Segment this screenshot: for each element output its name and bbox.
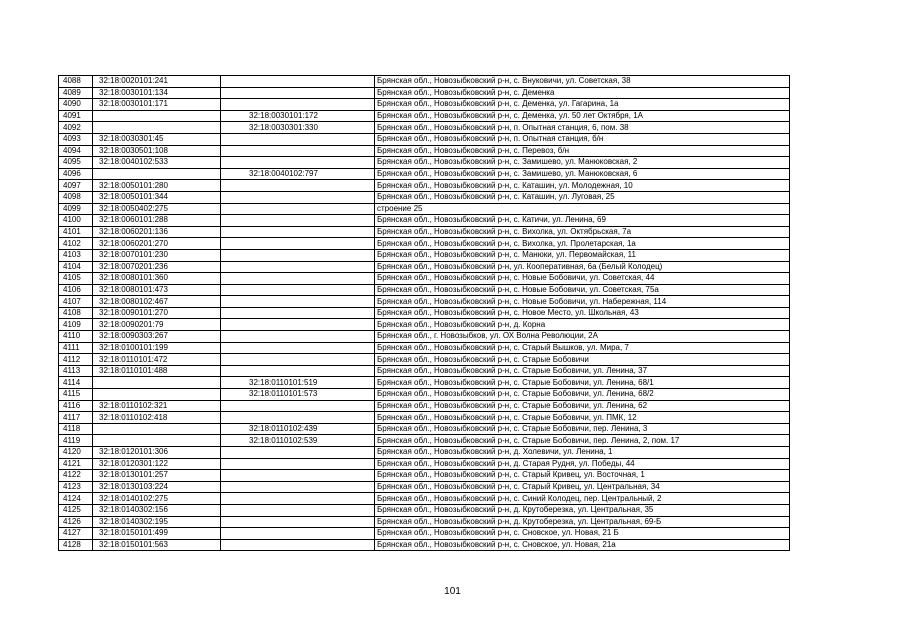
row-number-cell: 4096 xyxy=(59,168,93,180)
cadastral-number-alt-cell xyxy=(221,145,375,157)
cadastral-number-cell: 32:18:0080102:467 xyxy=(93,296,221,308)
cadastral-number-alt-cell xyxy=(221,133,375,145)
row-number-cell: 4088 xyxy=(59,76,93,88)
cadastral-number-alt-cell xyxy=(221,261,375,273)
cadastral-number-alt-cell xyxy=(221,400,375,412)
row-number-cell: 4112 xyxy=(59,354,93,366)
address-cell: Брянская обл., Новозыбковский р-н, с. Новые Бобовичи, ул. Советская, 75а xyxy=(375,284,790,296)
table-row xyxy=(59,307,790,319)
row-number-cell: 4099 xyxy=(59,203,93,215)
row-number-cell: 4107 xyxy=(59,296,93,308)
cadastral-number-alt-cell xyxy=(221,481,375,493)
cadastral-number-cell: 32:18:0110102:418 xyxy=(93,412,221,424)
cadastral-number-cell: 32:18:0150101:499 xyxy=(93,528,221,540)
cadastral-number-alt-cell xyxy=(221,493,375,505)
table-row xyxy=(59,226,790,238)
table-row xyxy=(59,157,790,169)
cadastral-number-cell: 32:18:0050101:344 xyxy=(93,191,221,203)
cadastral-number-alt-cell xyxy=(221,249,375,261)
table-row xyxy=(59,389,790,401)
table-row xyxy=(59,423,790,435)
address-cell: Брянская обл., Новозыбковский р-н, д. Крутоберезка, ул. Центральная, 35 xyxy=(375,504,790,516)
row-number-cell: 4103 xyxy=(59,249,93,261)
cadastral-number-cell: 32:18:0070101:230 xyxy=(93,249,221,261)
address-cell: Брянская обл., Новозыбковский р-н, с. Старый Вышков, ул. Мира, 7 xyxy=(375,342,790,354)
address-cell: Брянская обл., Новозыбковский р-н, с. Катичи, ул. Ленина, 69 xyxy=(375,215,790,227)
row-number-cell: 4128 xyxy=(59,539,93,551)
cadastral-number-cell: 32:18:0110101:472 xyxy=(93,354,221,366)
page-number: 101 xyxy=(444,586,461,597)
address-cell: Брянская обл., Новозыбковский р-н, с. Старые Бобовичи, ул. ПМК, 12 xyxy=(375,412,790,424)
cadastral-number-cell: 32:18:0080101:360 xyxy=(93,273,221,285)
cadastral-number-alt-cell: 32:18:0110101:519 xyxy=(221,377,375,389)
registry-table-body xyxy=(59,76,790,551)
row-number-cell: 4105 xyxy=(59,273,93,285)
address-cell: Брянская обл., Новозыбковский р-н, с. Старые Бобовичи, пер. Ленина, 3 xyxy=(375,423,790,435)
address-cell: Брянская обл., Новозыбковский р-н, с. Старые Бобовичи, ул. Ленина, 37 xyxy=(375,365,790,377)
cadastral-number-cell xyxy=(93,110,221,122)
address-cell: Брянская обл., Новозыбковский р-н, с. Вихолка, ул. Пролетарская, 1а xyxy=(375,238,790,250)
table-row xyxy=(59,354,790,366)
cadastral-number-alt-cell xyxy=(221,447,375,459)
row-number-cell: 4117 xyxy=(59,412,93,424)
cadastral-number-cell: 32:18:0080101:473 xyxy=(93,284,221,296)
table-row xyxy=(59,145,790,157)
cadastral-number-alt-cell xyxy=(221,516,375,528)
cadastral-number-alt-cell xyxy=(221,504,375,516)
address-cell: Брянская обл., Новозыбковский р-н, с. Каташин, ул. Луговая, 25 xyxy=(375,191,790,203)
table-row xyxy=(59,273,790,285)
cadastral-number-alt-cell xyxy=(221,539,375,551)
table-row xyxy=(59,238,790,250)
cadastral-number-cell: 32:18:0130103:224 xyxy=(93,481,221,493)
row-number-cell: 4109 xyxy=(59,319,93,331)
address-cell: Брянская обл., Новозыбковский р-н, с. Замишево, ул. Манюковская, 2 xyxy=(375,157,790,169)
table-row xyxy=(59,76,790,88)
cadastral-number-cell: 32:18:0130101:257 xyxy=(93,470,221,482)
address-cell: Брянская обл., Новозыбковский р-н, п. Опытная станция, 6, пом. 38 xyxy=(375,122,790,134)
table-row xyxy=(59,481,790,493)
address-cell: Брянская обл., Новозыбковский р-н, д. Холевичи, ул. Ленина, 1 xyxy=(375,447,790,459)
cadastral-number-alt-cell xyxy=(221,412,375,424)
table-row xyxy=(59,342,790,354)
address-cell: Брянская обл., Новозыбковский р-н, с. Старый Кривец, ул. Центральная, 34 xyxy=(375,481,790,493)
row-number-cell: 4100 xyxy=(59,215,93,227)
cadastral-number-alt-cell xyxy=(221,458,375,470)
cadastral-number-cell xyxy=(93,168,221,180)
cadastral-number-alt-cell xyxy=(221,226,375,238)
cadastral-number-alt-cell: 32:18:0040102:797 xyxy=(221,168,375,180)
cadastral-number-cell: 32:18:0030101:134 xyxy=(93,87,221,99)
cadastral-number-alt-cell xyxy=(221,87,375,99)
row-number-cell: 4102 xyxy=(59,238,93,250)
cadastral-number-cell xyxy=(93,389,221,401)
table-row xyxy=(59,133,790,145)
table-row xyxy=(59,377,790,389)
row-number-cell: 4124 xyxy=(59,493,93,505)
table-row xyxy=(59,412,790,424)
row-number-cell: 4115 xyxy=(59,389,93,401)
table-row xyxy=(59,87,790,99)
address-cell: Брянская обл., Новозыбковский р-н, с. Сновское, ул. Новая, 21 Б xyxy=(375,528,790,540)
row-number-cell: 4122 xyxy=(59,470,93,482)
cadastral-number-cell: 32:18:0140302:195 xyxy=(93,516,221,528)
table-row xyxy=(59,122,790,134)
row-number-cell: 4118 xyxy=(59,423,93,435)
cadastral-number-alt-cell xyxy=(221,273,375,285)
row-number-cell: 4111 xyxy=(59,342,93,354)
row-number-cell: 4127 xyxy=(59,528,93,540)
cadastral-number-alt-cell xyxy=(221,191,375,203)
address-cell: Брянская обл., Новозыбковский р-н, с. Старые Бобовичи, ул. Ленина, 68/1 xyxy=(375,377,790,389)
address-cell: Брянская обл., Новозыбковский р-н, п. Опытная станция, б/н xyxy=(375,133,790,145)
address-cell: Брянская обл., Новозыбковский р-н, с. Новые Бобовичи, ул. Советская, 44 xyxy=(375,273,790,285)
row-number-cell: 4114 xyxy=(59,377,93,389)
row-number-cell: 4106 xyxy=(59,284,93,296)
row-number-cell: 4108 xyxy=(59,307,93,319)
row-number-cell: 4104 xyxy=(59,261,93,273)
cadastral-number-cell: 32:18:0050402:275 xyxy=(93,203,221,215)
cadastral-number-cell: 32:18:0050101:280 xyxy=(93,180,221,192)
cadastral-number-alt-cell xyxy=(221,180,375,192)
cadastral-number-cell: 32:18:0140102:275 xyxy=(93,493,221,505)
address-cell: Брянская обл., Новозыбковский р-н, с. Новые Бобовичи, ул. Набережная, 114 xyxy=(375,296,790,308)
row-number-cell: 4098 xyxy=(59,191,93,203)
cadastral-number-cell: 32:18:0110101:488 xyxy=(93,365,221,377)
table-row xyxy=(59,528,790,540)
table-row xyxy=(59,168,790,180)
row-number-cell: 4089 xyxy=(59,87,93,99)
address-cell: Брянская обл., Новозыбковский р-н, с. Старый Кривец, ул. Восточная, 1 xyxy=(375,470,790,482)
cadastral-number-cell: 32:18:0150101:563 xyxy=(93,539,221,551)
cadastral-number-cell: 32:18:0030501:108 xyxy=(93,145,221,157)
row-number-cell: 4091 xyxy=(59,110,93,122)
row-number-cell: 4090 xyxy=(59,99,93,111)
table-row xyxy=(59,319,790,331)
table-row xyxy=(59,296,790,308)
address-cell: Брянская обл., Новозыбковский р-н, с. Внуковичи, ул. Советская, 38 xyxy=(375,76,790,88)
cadastral-number-cell: 32:18:0100101:199 xyxy=(93,342,221,354)
table-row xyxy=(59,261,790,273)
address-cell: Брянская обл., Новозыбковский р-н, д. Старая Рудня, ул. Победы, 44 xyxy=(375,458,790,470)
row-number-cell: 4116 xyxy=(59,400,93,412)
cadastral-number-cell: 32:18:0060201:136 xyxy=(93,226,221,238)
cadastral-number-cell: 32:18:0060101:288 xyxy=(93,215,221,227)
address-cell: Брянская обл., Новозыбковский р-н, с. Синий Колодец, пер. Центральный, 2 xyxy=(375,493,790,505)
cadastral-number-alt-cell: 32:18:0030301:330 xyxy=(221,122,375,134)
table-row xyxy=(59,249,790,261)
table-row xyxy=(59,203,790,215)
cadastral-number-cell: 32:18:0090201:79 xyxy=(93,319,221,331)
address-cell: Брянская обл., Новозыбковский р-н, с. Вихолка, ул. Октябрьская, 7а xyxy=(375,226,790,238)
row-number-cell: 4094 xyxy=(59,145,93,157)
cadastral-number-alt-cell xyxy=(221,354,375,366)
table-row xyxy=(59,365,790,377)
row-number-cell: 4123 xyxy=(59,481,93,493)
table-row xyxy=(59,400,790,412)
table-row xyxy=(59,458,790,470)
table-row xyxy=(59,493,790,505)
row-number-cell: 4120 xyxy=(59,447,93,459)
table-row xyxy=(59,215,790,227)
address-cell: Брянская обл., Новозыбковский р-н, д. Крутоберезка, ул. Центральная, 69-Б xyxy=(375,516,790,528)
address-cell: Брянская обл., Новозыбковский р-н, с. Старые Бобовичи, пер. Ленина, 2, пом. 17 xyxy=(375,435,790,447)
cadastral-number-alt-cell xyxy=(221,215,375,227)
row-number-cell: 4113 xyxy=(59,365,93,377)
cadastral-number-cell: 32:18:0030301:45 xyxy=(93,133,221,145)
cadastral-number-alt-cell xyxy=(221,342,375,354)
address-cell: Брянская обл., Новозыбковский р-н, с. Сновское, ул. Новая, 21а xyxy=(375,539,790,551)
address-cell: Брянская обл., Новозыбковский р-н, ул. Кооперативная, 6а (Белый Колодец) xyxy=(375,261,790,273)
row-number-cell: 4126 xyxy=(59,516,93,528)
cadastral-number-cell: 32:18:0120101:306 xyxy=(93,447,221,459)
cadastral-number-cell xyxy=(93,122,221,134)
cadastral-number-cell: 32:18:0110102:321 xyxy=(93,400,221,412)
row-number-cell: 4125 xyxy=(59,504,93,516)
address-cell: Брянская обл., Новозыбковский р-н, д. Корна xyxy=(375,319,790,331)
table-row xyxy=(59,331,790,343)
cadastral-number-alt-cell xyxy=(221,470,375,482)
table-row xyxy=(59,539,790,551)
cadastral-number-alt-cell xyxy=(221,284,375,296)
registry-table xyxy=(58,75,790,551)
cadastral-number-cell: 32:18:0020101:241 xyxy=(93,76,221,88)
row-number-cell: 4121 xyxy=(59,458,93,470)
table-row xyxy=(59,284,790,296)
address-cell: Брянская обл., Новозыбковский р-н, с. Каташин, ул. Молодежная, 10 xyxy=(375,180,790,192)
address-cell: Брянская обл., Новозыбковский р-н, с. Манюки, ул. Первомайская, 11 xyxy=(375,249,790,261)
address-cell: Брянская обл., Новозыбковский р-н, с. Деменка, ул. 50 лет Октября, 1А xyxy=(375,110,790,122)
address-cell: Брянская обл., Новозыбковский р-н, с. Старые Бобовичи, ул. Ленина, 68/2 xyxy=(375,389,790,401)
cadastral-number-cell xyxy=(93,423,221,435)
table-row xyxy=(59,435,790,447)
address-cell: Брянская обл., Новозыбковский р-н, с. Замишево, ул. Манюковская, 6 xyxy=(375,168,790,180)
address-cell: Брянская обл., Новозыбковский р-н, с. Старые Бобовичи xyxy=(375,354,790,366)
cadastral-number-alt-cell: 32:18:0030101:172 xyxy=(221,110,375,122)
row-number-cell: 4092 xyxy=(59,122,93,134)
cadastral-number-alt-cell xyxy=(221,365,375,377)
table-row xyxy=(59,516,790,528)
table-row xyxy=(59,470,790,482)
cadastral-number-cell: 32:18:0060201:270 xyxy=(93,238,221,250)
table-row xyxy=(59,110,790,122)
cadastral-number-alt-cell xyxy=(221,319,375,331)
cadastral-number-cell: 32:18:0090303:267 xyxy=(93,331,221,343)
table-row xyxy=(59,99,790,111)
row-number-cell: 4097 xyxy=(59,180,93,192)
row-number-cell: 4093 xyxy=(59,133,93,145)
row-number-cell: 4119 xyxy=(59,435,93,447)
cadastral-number-alt-cell xyxy=(221,331,375,343)
address-cell: Брянская обл., Новозыбковский р-н, с. Новое Место, ул. Школьная, 43 xyxy=(375,307,790,319)
cadastral-number-cell: 32:18:0120301:122 xyxy=(93,458,221,470)
table-row xyxy=(59,180,790,192)
row-number-cell: 4110 xyxy=(59,331,93,343)
address-cell: Брянская обл., Новозыбковский р-н, с. Перевоз, б/н xyxy=(375,145,790,157)
cadastral-number-alt-cell xyxy=(221,203,375,215)
address-cell: Брянская обл., Новозыбковский р-н, с. Старые Бобовичи, ул. Ленина, 62 xyxy=(375,400,790,412)
cadastral-number-cell: 32:18:0140302:156 xyxy=(93,504,221,516)
cadastral-number-cell: 32:18:0030101:171 xyxy=(93,99,221,111)
address-cell: строение 25 xyxy=(375,203,790,215)
table-row xyxy=(59,504,790,516)
row-number-cell: 4101 xyxy=(59,226,93,238)
cadastral-number-alt-cell xyxy=(221,528,375,540)
cadastral-number-alt-cell xyxy=(221,99,375,111)
table-row xyxy=(59,191,790,203)
address-cell: Брянская обл., Новозыбковский р-н, с. Деменка xyxy=(375,87,790,99)
cadastral-number-cell: 32:18:0090101:270 xyxy=(93,307,221,319)
row-number-cell: 4095 xyxy=(59,157,93,169)
cadastral-number-cell: 32:18:0070201:236 xyxy=(93,261,221,273)
address-cell: Брянская обл., г. Новозыбков, ул. ОХ Волна Революции, 2А xyxy=(375,331,790,343)
cadastral-number-alt-cell xyxy=(221,238,375,250)
cadastral-number-cell: 32:18:0040102:533 xyxy=(93,157,221,169)
cadastral-number-alt-cell xyxy=(221,296,375,308)
cadastral-number-alt-cell xyxy=(221,76,375,88)
cadastral-number-alt-cell: 32:18:0110101:573 xyxy=(221,389,375,401)
cadastral-number-alt-cell: 32:18:0110102:439 xyxy=(221,423,375,435)
address-cell: Брянская обл., Новозыбковский р-н, с. Деменка, ул. Гагарина, 1а xyxy=(375,99,790,111)
cadastral-number-alt-cell: 32:18:0110102:539 xyxy=(221,435,375,447)
cadastral-number-cell xyxy=(93,435,221,447)
cadastral-number-alt-cell xyxy=(221,157,375,169)
table-row xyxy=(59,447,790,459)
cadastral-number-alt-cell xyxy=(221,307,375,319)
cadastral-number-cell xyxy=(93,377,221,389)
